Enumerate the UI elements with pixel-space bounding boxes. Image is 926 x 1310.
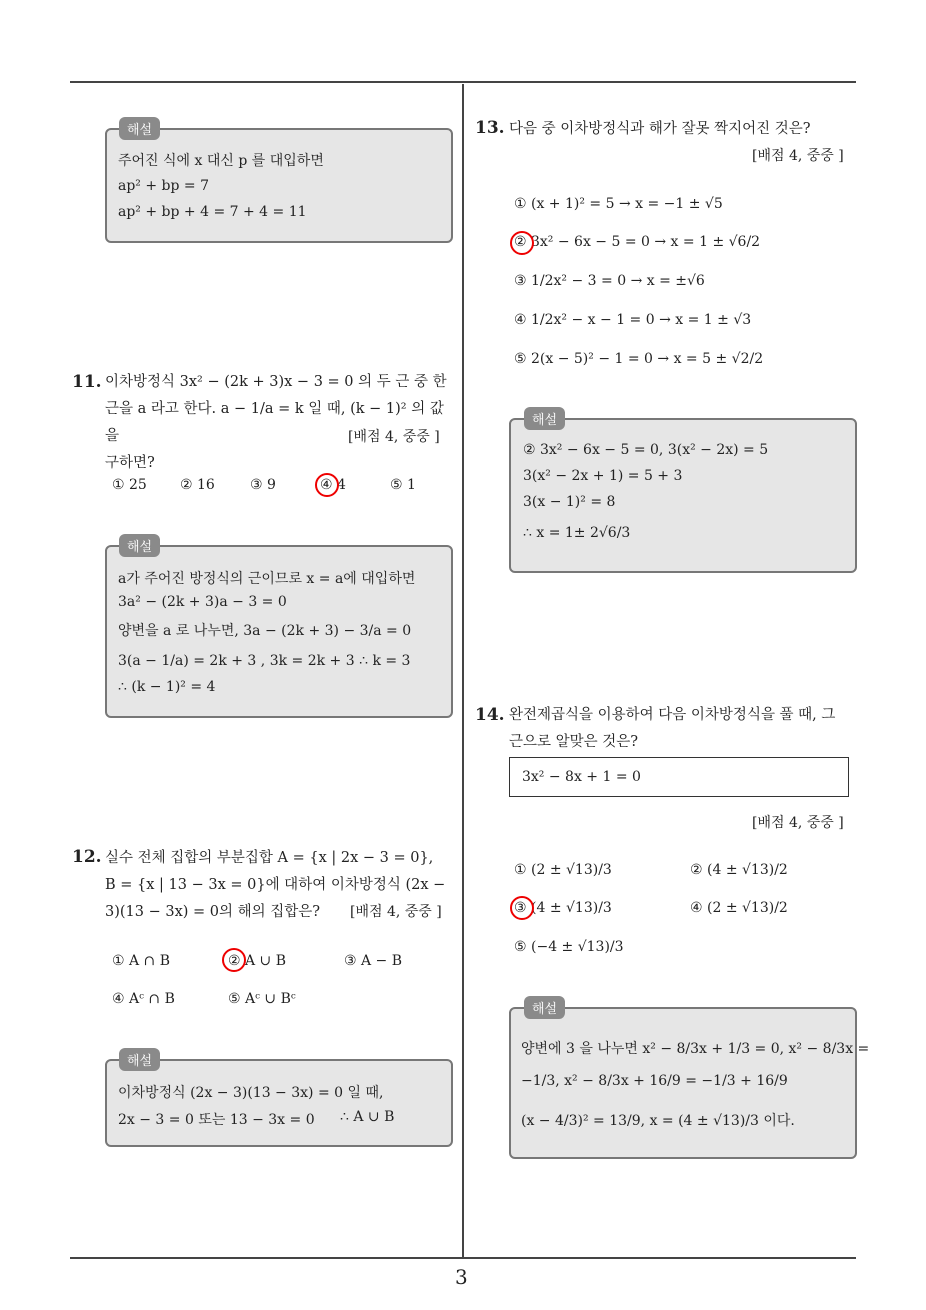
solution-line: 2x − 3 = 0 또는 13 − 3x = 0: [118, 1112, 315, 1128]
solution-line: ∴ (k − 1)² = 4: [118, 679, 216, 695]
answer-option[interactable]: ⑤ Aᶜ ∪ Bᶜ: [228, 991, 296, 1007]
solution-tag: 해설: [119, 534, 160, 557]
answer-option[interactable]: ④ (2 ± √13)/2: [690, 900, 788, 916]
top-rule: [70, 81, 856, 83]
question-line: 완전제곱식을 이용하여 다음 이차방정식을 풀 때, 그: [509, 707, 836, 723]
marked-answer-circle: [510, 231, 534, 255]
question-number: 13.: [475, 118, 505, 138]
solution-line: (x − 4/3)² = 13/9, x = (4 ± √13)/3 이다.: [521, 1113, 795, 1129]
answer-option[interactable]: ③ (4 ± √13)/3: [514, 900, 612, 916]
solution-line: ap² + bp + 4 = 7 + 4 = 11: [118, 204, 307, 220]
solution-tag: 해설: [119, 1048, 160, 1071]
solution-tag: 해설: [524, 407, 565, 430]
page-number: 3: [455, 1265, 468, 1289]
marked-answer-circle: [510, 896, 534, 920]
column-divider: [462, 84, 464, 1258]
question-line: 근으로 알맞은 것은?: [509, 734, 639, 750]
score-label: [배점 4, 중중 ]: [752, 815, 844, 831]
question-text: [509, 702, 859, 756]
solution-line: 이차방정식 (2x − 3)(13 − 3x) = 0 일 때,: [118, 1085, 384, 1101]
answer-option[interactable]: ④ Aᶜ ∩ B: [112, 991, 175, 1007]
answer-option[interactable]: ② 3x² − 6x − 5 = 0 → x = 1 ± √6/2: [514, 234, 761, 250]
marked-answer-circle: [315, 473, 339, 497]
question-line: B = {x | 13 − 3x = 0}에 대하여 이차방정식 (2x −: [105, 877, 446, 893]
answer-option[interactable]: ⑤ 2(x − 5)² − 1 = 0 → x = 5 ± √2/2: [514, 351, 764, 367]
question-text: 다음 중 이차방정식과 해가 잘못 짝지어진 것은?: [509, 121, 811, 137]
question-line: 구하면?: [105, 455, 155, 471]
answer-option[interactable]: ② A ∪ B: [228, 953, 287, 969]
answer-option[interactable]: ③ 1/2x² − 3 = 0 → x = ±√6: [514, 273, 705, 289]
answer-option[interactable]: ① (2 ± √13)/3: [514, 862, 612, 878]
solution-line: 주어진 식에 x 대신 p 를 대입하면: [118, 153, 324, 169]
solution-line: 3(x − 1)² = 8: [523, 494, 616, 510]
question-line: 3)(13 − 3x) = 0의 해의 집합은?: [105, 904, 321, 920]
solution-line: ∴ A ∪ B: [340, 1109, 395, 1125]
solution-tag: 해설: [119, 117, 160, 140]
answer-option[interactable]: ④ 1/2x² − x − 1 = 0 → x = 1 ± √3: [514, 312, 752, 328]
score-label: [배점 4, 중중 ]: [348, 429, 440, 445]
question-line: 근을 a 라고 한다. a − 1/a = k 일 때, (k − 1)² 의 값을: [105, 401, 444, 444]
answer-option[interactable]: ② 16: [180, 477, 215, 493]
answer-option[interactable]: ③ 9: [250, 477, 276, 493]
score-label: [배점 4, 중중 ]: [752, 148, 844, 164]
solution-line: ② 3x² − 6x − 5 = 0, 3(x² − 2x) = 5: [523, 442, 769, 458]
solution-line: 3(a − 1/a) = 2k + 3 , 3k = 2k + 3 ∴ k = 3: [118, 653, 411, 669]
question-number: 14.: [475, 705, 505, 725]
answer-option[interactable]: ① A ∩ B: [112, 953, 171, 969]
question-line: 이차방정식 3x² − (2k + 3)x − 3 = 0 의 두 근 중 한: [105, 374, 447, 390]
answer-option[interactable]: ① (x + 1)² = 5 → x = −1 ± √5: [514, 196, 723, 212]
bottom-rule: [70, 1257, 856, 1259]
answer-option[interactable]: ② (4 ± √13)/2: [690, 862, 788, 878]
solution-tag: 해설: [524, 996, 565, 1019]
answer-option[interactable]: ⑤ 1: [390, 477, 416, 493]
marked-answer-circle: [222, 948, 246, 972]
solution-line: 양변에 3 을 나누면 x² − 8/3x + 1/3 = 0, x² − 8/3x =: [521, 1041, 870, 1057]
answer-option[interactable]: ③ A − B: [344, 953, 403, 969]
solution-line: 3(x² − 2x + 1) = 5 + 3: [523, 468, 683, 484]
solution-line: a가 주어진 방정식의 근이므로 x = a에 대입하면: [118, 571, 416, 587]
score-label: [배점 4, 중중 ]: [350, 904, 442, 920]
question-number: 11.: [72, 372, 102, 392]
solution-line: ∴ x = 1± 2√6/3: [523, 525, 631, 541]
answer-option[interactable]: ⑤ (−4 ± √13)/3: [514, 939, 624, 955]
question-text: [105, 369, 455, 477]
question-line: 실수 전체 집합의 부분집합 A = {x | 2x − 3 = 0},: [105, 850, 434, 866]
equation-box: [509, 757, 849, 797]
solution-line: 3a² − (2k + 3)a − 3 = 0: [118, 594, 287, 610]
solution-box-12: [105, 1059, 453, 1147]
answer-option[interactable]: ① 25: [112, 477, 147, 493]
answer-option[interactable]: ④ 4: [320, 477, 346, 493]
solution-line: 양변을 a 로 나누면, 3a − (2k + 3) − 3/a = 0: [118, 623, 412, 639]
solution-line: ap² + bp = 7: [118, 178, 210, 194]
question-number: 12.: [72, 847, 102, 867]
equation-text: 3x² − 8x + 1 = 0: [522, 769, 641, 785]
solution-line: −1/3, x² − 8/3x + 16/9 = −1/3 + 16/9: [521, 1073, 788, 1089]
